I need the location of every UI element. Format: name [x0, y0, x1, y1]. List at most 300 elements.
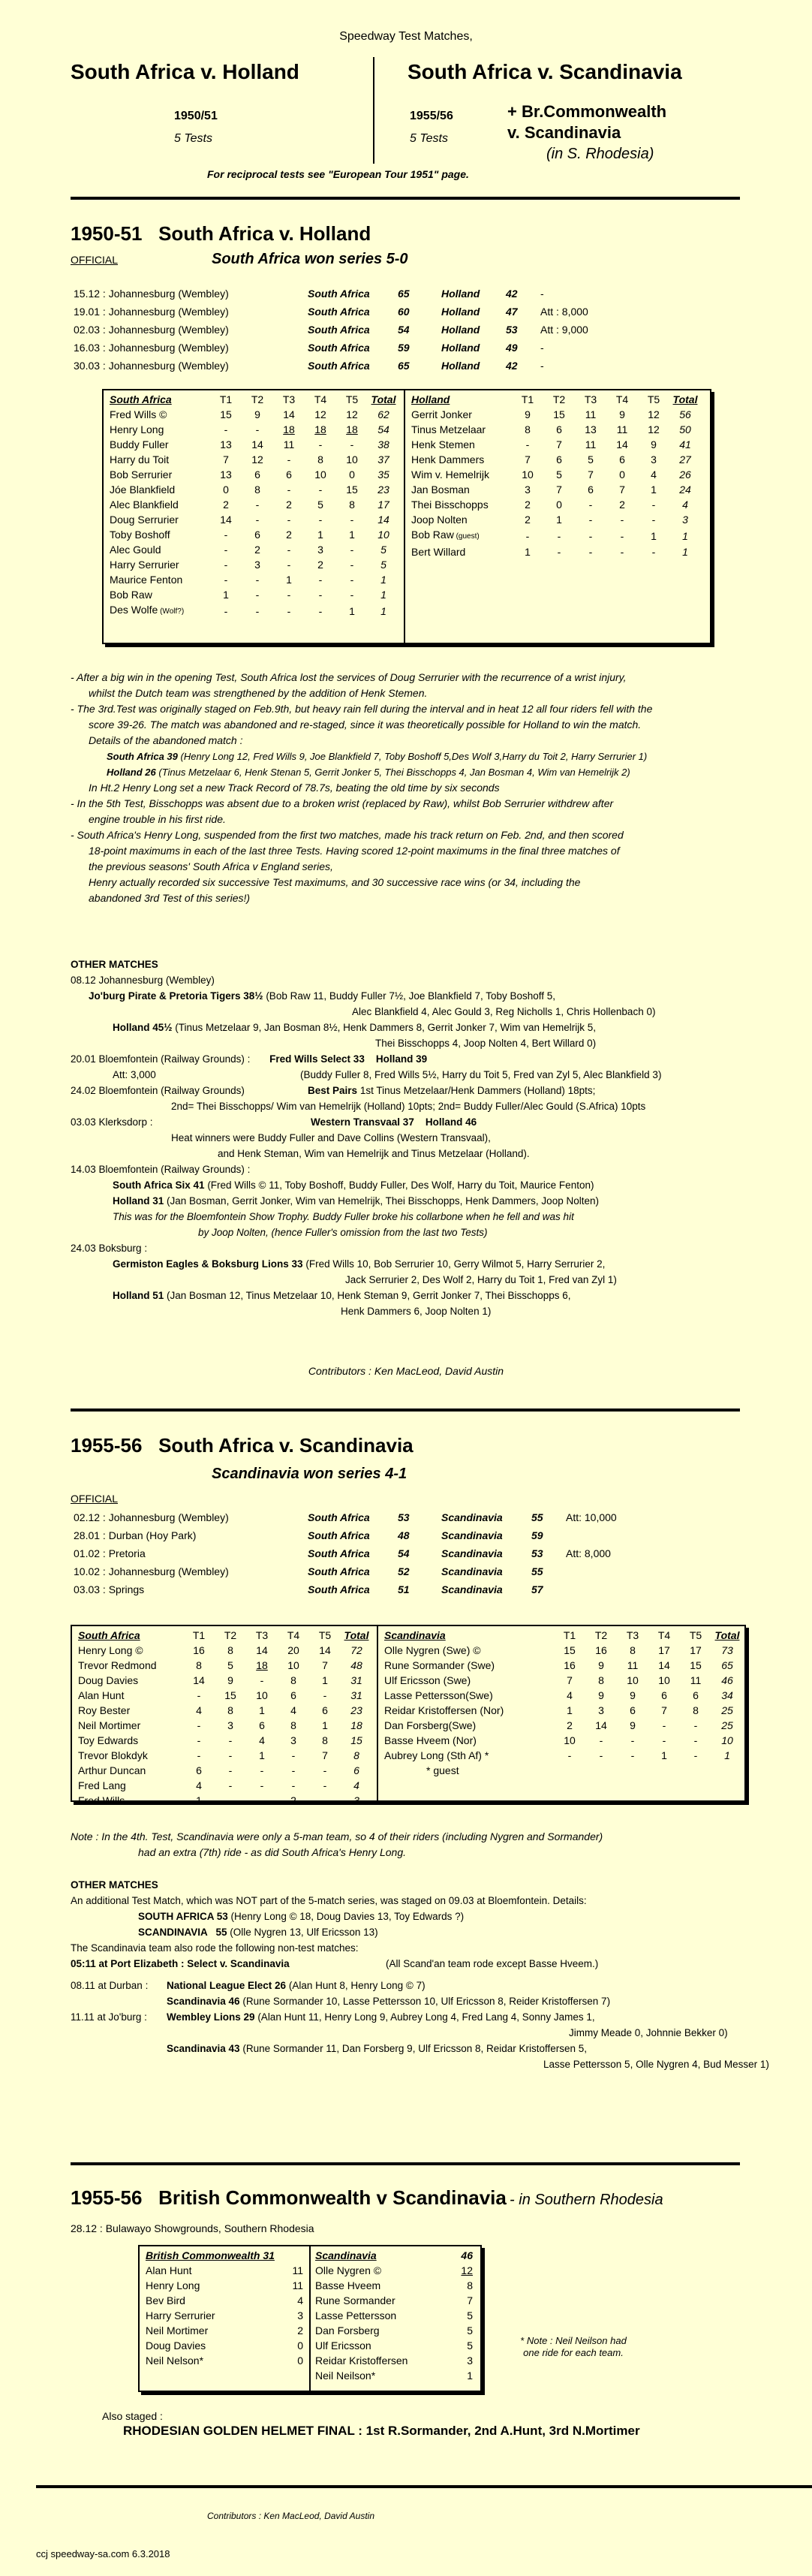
- heat-score: 6: [693, 1689, 699, 1701]
- rider-row: [312, 2278, 476, 2293]
- column-header: T2: [251, 393, 264, 405]
- heat-score: 9: [525, 408, 531, 420]
- rider-name: Des Wolfe (Wolf?): [110, 604, 185, 616]
- rider-row: [408, 497, 701, 512]
- left-tests: 5 Tests: [174, 132, 212, 145]
- heat-score: 8: [322, 1734, 328, 1746]
- heat-score: 12: [314, 408, 326, 420]
- heat-score: -: [224, 559, 228, 571]
- rider-row: [381, 1658, 743, 1673]
- note-team: Holland 26: [107, 767, 156, 778]
- heat-score: 6: [630, 1704, 636, 1716]
- other-line: An additional Test Match, which was NOT part of the 5-match series, was staged on 09.03 at Bloemfontein. Details:: [71, 1895, 587, 1906]
- note-line: score 39-26. The match was abandoned and re-staged, since it was theoretically possible for Holland to win the match.: [89, 719, 642, 731]
- rider-name: Tinus Metzelaar: [411, 423, 486, 435]
- match-score-away: 42: [506, 288, 518, 300]
- rider-total: 25: [721, 1719, 733, 1731]
- heat-score: -: [228, 1794, 233, 1806]
- rider-name: Wim v. Hemelrijk: [411, 469, 489, 481]
- heat-score: -: [260, 1779, 264, 1791]
- rider-total: 26: [679, 469, 691, 481]
- match-row: [71, 285, 591, 302]
- heat-score: -: [287, 544, 291, 556]
- match-score-home: 52: [398, 1565, 410, 1577]
- heat-score: 1: [349, 529, 355, 541]
- rider-row: [75, 1688, 372, 1703]
- heat-score: 10: [256, 1689, 268, 1701]
- other-line: (Tinus Metzelaar 9, Jan Bosman 8½, Henk Dammers 8, Gerrit Jonker 7, Wim van Hemelrijk 5,: [175, 1022, 596, 1033]
- rider-row: [143, 2308, 306, 2323]
- rider-name: Olle Nygren ©: [315, 2264, 382, 2276]
- left-title: South Africa v. Holland: [71, 60, 299, 83]
- rider-name: Doug Serrurier: [110, 514, 179, 526]
- heat-score: 3: [254, 559, 260, 571]
- note-line: - After a big win in the opening Test, South Africa lost the services of Doug Serrurier with the recurrence of a wrist injury,: [71, 671, 627, 683]
- other-line: Lasse Pettersson 5, Olle Nygren 4, Bud Messer 1): [543, 2059, 769, 2070]
- heat-score: 7: [567, 1674, 573, 1686]
- heat-score: 9: [630, 1719, 636, 1731]
- heat-score: 1: [196, 1794, 202, 1806]
- rider-name: Henry Long: [146, 2279, 200, 2291]
- rider-total: 1: [380, 574, 386, 586]
- rider-score: 4: [297, 2294, 303, 2306]
- rider-row: [381, 1703, 743, 1718]
- rider-name: Rune Sormander: [315, 2294, 395, 2306]
- other-line: Jimmy Meade 0, Johnnie Bekker 0): [569, 2027, 728, 2038]
- heat-score: 6: [290, 1689, 296, 1701]
- rider-name: Trevor Redmond: [78, 1659, 157, 1671]
- rider-row: [381, 1733, 743, 1748]
- heat-score: 11: [585, 438, 597, 450]
- other-line: Henk Dammers 6, Joop Nolten 1): [341, 1306, 492, 1317]
- heat-score: 6: [322, 1704, 328, 1716]
- rider-total: 35: [377, 469, 389, 481]
- rider-name: Toby Boshoff: [110, 529, 170, 541]
- rider-name: Alec Blankfield: [110, 499, 179, 511]
- heat-score: 13: [585, 423, 597, 435]
- heat-score: 15: [224, 1689, 236, 1701]
- rider-row: [107, 497, 399, 512]
- heat-score: 4: [196, 1704, 202, 1716]
- other-team: Holland 51: [113, 1290, 164, 1301]
- rider-row: [408, 512, 701, 527]
- heat-score: -: [291, 1749, 296, 1761]
- rider-total: 10: [721, 1734, 733, 1746]
- rider-total: 31: [350, 1689, 362, 1701]
- heat-score: 20: [287, 1644, 299, 1656]
- section1-other-matches: [71, 957, 806, 1319]
- match-attendance: -: [540, 342, 544, 354]
- rider-name: Maurice Fenton: [110, 574, 183, 586]
- match-score-home: 60: [398, 306, 410, 318]
- rider-row: [408, 437, 701, 452]
- rider-total: 48: [350, 1659, 362, 1671]
- heat-score: -: [620, 529, 624, 542]
- heat-score: -: [255, 423, 260, 435]
- rider-name: Reidar Kristoffersen (Nor): [384, 1704, 504, 1716]
- rider-row: [408, 544, 701, 559]
- heat-score: -: [255, 514, 260, 526]
- section1-official: OFFICIAL: [71, 254, 119, 266]
- rider-name: Dan Forsberg(Swe): [384, 1719, 477, 1731]
- heat-score: 0: [223, 484, 229, 496]
- golden-helmet-label: RHODESIAN GOLDEN HELMET FINAL :: [123, 2424, 362, 2438]
- section3-scorecard: [138, 2245, 482, 2392]
- section1-right-table: [408, 392, 701, 559]
- rider-total: 6: [353, 1764, 359, 1776]
- heat-score: 2: [286, 499, 292, 511]
- heat-score: -: [323, 1689, 327, 1701]
- section2-scorecard: [71, 1625, 746, 1806]
- heat-score: -: [318, 438, 323, 450]
- rider-row: [143, 2338, 306, 2353]
- other-line: (Buddy Fuller 8, Fred Wills 5½, Harry du Toit 5, Fred van Zyl 5, Alec Blankfield 3): [300, 1069, 662, 1080]
- heat-score: 7: [322, 1749, 328, 1761]
- rider-row: [107, 482, 399, 497]
- heat-score: 8: [227, 1704, 233, 1716]
- team-name: Scandinavia: [315, 2249, 377, 2261]
- rider-name: Ulf Ericsson (Swe): [384, 1674, 471, 1686]
- rider-name: Reidar Kristoffersen: [315, 2355, 408, 2367]
- score-header-row: [381, 1628, 743, 1643]
- other-line: (Rune Sormander 10, Lasse Pettersson 10, Ulf Ericsson 8, Reider Kristoffersen 7): [242, 1996, 611, 2007]
- heat-score: 6: [619, 453, 625, 465]
- heat-score: 9: [651, 438, 657, 450]
- team-name: Holland: [411, 393, 450, 405]
- match-team-away: Holland: [441, 306, 480, 318]
- golden-helmet: [123, 2424, 640, 2439]
- heat-score: 3: [651, 453, 657, 465]
- section1-scorecard: [102, 389, 711, 644]
- heat-score: 8: [254, 484, 260, 496]
- heat-score: 8: [227, 1644, 233, 1656]
- rider-name: Aubrey Long (Sth Af) *: [384, 1749, 489, 1761]
- heat-score: -: [255, 499, 260, 511]
- match-attendance: [563, 1581, 620, 1598]
- other-line: (Rune Sormander 11, Dan Forsberg 9, Ulf Ericsson 8, Reidar Kristoffersen 5,: [242, 2043, 588, 2054]
- heat-score: 10: [522, 469, 534, 481]
- heat-score: 8: [693, 1704, 699, 1716]
- rider-row: [75, 1748, 372, 1763]
- other-team: Western Transvaal 37 Holland 46: [311, 1116, 477, 1128]
- note-line: (Tinus Metzelaar 6, Henk Stenan 5, Gerrit Jonker 5, Thei Bisschopps 4, Jan Bosman 4, Wim van Hemelrijk 2): [158, 767, 630, 778]
- section1-contributors: Contributors : Ken MacLeod, David Austin: [308, 1365, 504, 1377]
- right-extra-3: (in S. Rhodesia): [546, 146, 654, 162]
- heat-score: -: [350, 438, 354, 450]
- heat-score: 15: [553, 408, 565, 420]
- heat-score: 17: [690, 1644, 702, 1656]
- rider-total: 18: [350, 1719, 362, 1731]
- column-header: T1: [521, 393, 534, 405]
- score-header-row: [408, 392, 701, 407]
- other-team: Holland 31: [113, 1195, 164, 1207]
- heat-score: 3: [525, 484, 531, 496]
- other-team: Scandinavia 46: [167, 1996, 240, 2007]
- heat-score: 7: [588, 469, 594, 481]
- heat-score: 10: [346, 453, 358, 465]
- rider-row: [75, 1673, 372, 1688]
- heat-score: 8: [630, 1644, 636, 1656]
- score-header-row: [107, 392, 399, 407]
- heat-score: 1: [223, 589, 229, 601]
- heat-score: 2: [525, 514, 531, 526]
- rider-name: Neil Neilson*: [315, 2370, 376, 2382]
- rider-name: Neil Mortimer: [146, 2324, 209, 2336]
- heat-score: 2: [317, 559, 323, 571]
- rider-row: [75, 1703, 372, 1718]
- heat-score: -: [255, 604, 260, 617]
- rider-row: [381, 1748, 743, 1763]
- rider-name: Lasse Pettersson: [315, 2309, 397, 2321]
- divider-4: [36, 2485, 812, 2488]
- heat-score: -: [630, 1749, 635, 1761]
- rider-score: 5: [467, 2324, 473, 2336]
- heat-score: 18: [346, 423, 358, 435]
- rider-name: Harry Serrurier: [146, 2309, 215, 2321]
- rider-total: 5: [380, 544, 386, 556]
- heat-score: 11: [627, 1659, 639, 1671]
- other-team: Germiston Eagles & Boksburg Lions 33: [113, 1258, 303, 1270]
- heat-score: 16: [595, 1644, 607, 1656]
- heat-score: 7: [556, 438, 562, 450]
- rider-total: 23: [377, 484, 389, 496]
- heat-score: 7: [619, 484, 625, 496]
- heat-score: 17: [658, 1644, 670, 1656]
- rider-name: Dan Forsberg: [315, 2324, 380, 2336]
- heat-score: -: [197, 1749, 201, 1761]
- heat-score: -: [599, 1749, 603, 1761]
- rider-total: 14: [377, 514, 389, 526]
- rider-name: Buddy Fuller: [110, 438, 169, 450]
- heat-score: 3: [290, 1734, 296, 1746]
- rider-row: [312, 2293, 476, 2308]
- heat-score: 12: [251, 453, 263, 465]
- heat-score: 4: [259, 1734, 265, 1746]
- heat-score: 11: [616, 423, 628, 435]
- match-attendance: Att: 10,000: [566, 1511, 617, 1523]
- heat-score: 8: [349, 499, 355, 511]
- heat-score: -: [287, 604, 291, 617]
- rider-total: 24: [679, 484, 691, 496]
- heat-score: -: [260, 1674, 264, 1686]
- heat-score: -: [620, 514, 624, 526]
- match-row: [71, 357, 591, 374]
- other-line: This was for the Bloemfontein Show Trophy. Buddy Fuller broke his collarbone when he fell and was hit: [113, 1211, 574, 1222]
- match-team-away: Scandinavia: [441, 1511, 503, 1523]
- match-score-home: 65: [398, 288, 410, 300]
- rider-score: 0: [297, 2355, 303, 2367]
- heat-score: 6: [196, 1764, 202, 1776]
- heat-score: 1: [259, 1704, 265, 1716]
- rider-note: (Wolf?): [158, 607, 185, 616]
- team-name: British Commonwealth 31: [146, 2249, 275, 2261]
- heat-score: 1: [661, 1749, 667, 1761]
- heat-score: 5: [317, 499, 323, 511]
- heat-score: 7: [661, 1704, 667, 1716]
- column-header: T2: [224, 1629, 237, 1641]
- heat-score: -: [291, 1764, 296, 1776]
- rider-total: 34: [721, 1689, 733, 1701]
- heat-score: 18: [314, 423, 326, 435]
- match-date: 30.03 : Johannesburg (Wembley): [74, 360, 229, 372]
- heat-score: 2: [286, 529, 292, 541]
- column-header: T5: [689, 1629, 702, 1641]
- column-header: T4: [314, 393, 327, 405]
- heat-score: 18: [256, 1659, 268, 1671]
- heat-score: 0: [619, 469, 625, 481]
- match-team-home: South Africa: [308, 1547, 370, 1559]
- rider-row: [107, 542, 399, 557]
- heat-score: -: [318, 484, 323, 496]
- rider-name: Basse Hveem: [315, 2279, 381, 2291]
- heat-score: 1: [286, 574, 292, 586]
- right-season: 1955/56: [410, 110, 453, 122]
- other-line: 03.03 Klerksdorp :: [71, 1116, 153, 1128]
- note-line: whilst the Dutch team was strengthened by the addition of Henk Stemen.: [89, 687, 428, 699]
- rider-name: Harry du Toit: [110, 453, 170, 465]
- rider-name: Olle Nygren (Swe) ©: [384, 1644, 481, 1656]
- rider-name: Alan Hunt: [146, 2264, 192, 2276]
- column-header: T3: [584, 393, 597, 405]
- other-line: (Jan Bosman, Gerrit Jonker, Wim van Hemelrijk, Thei Bisschopps, Henk Dammers, Joop Nolten): [167, 1195, 599, 1207]
- rider-score: 0: [297, 2339, 303, 2352]
- other-line: Thei Bisschopps 4, Joop Nolten 4, Bert Willard 0): [375, 1038, 597, 1049]
- divider-2: [71, 1409, 740, 1412]
- rider-name: Trevor Blokdyk: [78, 1749, 148, 1761]
- heat-score: 7: [525, 453, 531, 465]
- rider-row: [107, 437, 399, 452]
- other-line: Heat winners were Buddy Fuller and Dave Collins (Western Transvaal),: [171, 1132, 491, 1143]
- heat-score: 5: [588, 453, 594, 465]
- heat-score: 9: [227, 1674, 233, 1686]
- rider-name: Fred Wills: [78, 1794, 125, 1806]
- heat-score: -: [662, 1719, 666, 1731]
- rider-total: 56: [679, 408, 691, 420]
- heat-score: 8: [290, 1674, 296, 1686]
- match-team-home: South Africa: [308, 1511, 370, 1523]
- match-row: [71, 321, 591, 338]
- rider-total: 4: [353, 1779, 359, 1791]
- match-score-away: 53: [531, 1547, 543, 1559]
- rider-score: 1: [467, 2370, 473, 2382]
- match-score-away: 57: [531, 1583, 543, 1595]
- heat-score: -: [350, 574, 354, 586]
- match-team-away: Holland: [441, 342, 480, 354]
- heat-score: 8: [525, 423, 531, 435]
- right-title: South Africa v. Scandinavia: [408, 60, 682, 83]
- rider-total: 1: [682, 529, 688, 542]
- rider-total: 15: [350, 1734, 362, 1746]
- column-header: T4: [615, 393, 629, 405]
- heat-score: -: [287, 484, 291, 496]
- column-header: T5: [318, 1629, 332, 1641]
- match-row: [71, 1509, 620, 1526]
- match-score-away: 49: [506, 342, 518, 354]
- scorecard-divider: [309, 2246, 311, 2391]
- match-score-home: 54: [398, 1547, 410, 1559]
- heat-score: 4: [290, 1704, 296, 1716]
- heat-score: 8: [196, 1659, 202, 1671]
- heat-score: 15: [564, 1644, 576, 1656]
- column-header: Total: [672, 393, 698, 405]
- other-line: 1st Tinus Metzelaar/Henk Dammers (Holland) 18pts;: [359, 1085, 596, 1096]
- rider-score: 11: [292, 2279, 303, 2291]
- heat-score: -: [662, 1734, 666, 1746]
- match-date: 01.02 : Pretoria: [74, 1547, 146, 1559]
- match-team-away: Scandinavia: [441, 1529, 503, 1541]
- team-total: [288, 2248, 306, 2263]
- heat-score: -: [323, 1779, 327, 1791]
- heat-score: 10: [314, 469, 326, 481]
- header-divider: [373, 57, 374, 164]
- other-line: (Bob Raw 11, Buddy Fuller 7½, Joe Blankfield 7, Toby Boshoff 5,: [266, 990, 556, 1002]
- heat-score: 8: [317, 453, 323, 465]
- section2-title: 1955-56 South Africa v. Scandinavia: [71, 1434, 414, 1457]
- rider-name: Bev Bird: [146, 2294, 185, 2306]
- heat-score: 1: [651, 484, 657, 496]
- match-date: 16.03 : Johannesburg (Wembley): [74, 342, 229, 354]
- rider-row: [75, 1658, 372, 1673]
- column-header: T1: [563, 1629, 576, 1641]
- rider-score: 3: [467, 2355, 473, 2367]
- heat-score: 5: [556, 469, 562, 481]
- rider-total: 54: [377, 423, 389, 435]
- column-header: T1: [192, 1629, 206, 1641]
- rider-row: [143, 2263, 306, 2278]
- team-name: Scandinavia: [384, 1629, 446, 1641]
- right-extra-2: v. Scandinavia: [507, 123, 621, 142]
- rider-row: [312, 2323, 476, 2338]
- note-line: 18-point maximums in each of the last three Tests. Having scored 12-point maximums in the final three matches of: [89, 845, 620, 857]
- heat-score: -: [588, 514, 593, 526]
- heat-score: -: [224, 423, 228, 435]
- heat-score: 6: [254, 469, 260, 481]
- column-header: T5: [647, 393, 660, 405]
- heat-score: -: [525, 438, 530, 450]
- match-score-away: 53: [506, 324, 518, 336]
- heat-score: 11: [585, 408, 597, 420]
- divider-1: [71, 197, 740, 200]
- note-line: - In the 5th Test, Bisschopps was absent due to a broken wrist (replaced by Raw), whilst Bob Serrurier withdrew after: [71, 797, 614, 809]
- rider-name: Neil Mortimer: [78, 1719, 141, 1731]
- match-date: 15.12 : Johannesburg (Wembley): [74, 288, 229, 300]
- heat-score: -: [287, 589, 291, 601]
- rider-total: 5: [380, 559, 386, 571]
- other-team: SOUTH AFRICA 53: [138, 1911, 228, 1922]
- column-header: T3: [255, 1629, 269, 1641]
- rider-name: Harry Serrurier: [110, 559, 179, 571]
- rider-name: Fred Wills ©: [110, 408, 167, 420]
- match-team-away: Scandinavia: [441, 1565, 503, 1577]
- heat-score: -: [224, 604, 228, 617]
- match-score-home: 53: [398, 1511, 410, 1523]
- match-team-away: Scandinavia: [441, 1547, 503, 1559]
- footer-contributors: Contributors : Ken MacLeod, David Austin: [207, 2511, 375, 2521]
- rider-name: Toy Edwards: [78, 1734, 139, 1746]
- section3-left-table: [143, 2248, 306, 2368]
- heat-score: -: [197, 1734, 201, 1746]
- note-line: had an extra (7th) ride - as did South Africa's Henry Long.: [138, 1846, 407, 1858]
- section2-result: Scandinavia won series 4-1: [212, 1466, 408, 1482]
- section2-matches: [69, 1508, 621, 1599]
- rider-name: Rune Sormander (Swe): [384, 1659, 495, 1671]
- other-line: Alec Blankfield 4, Alec Gould 3, Reg Nicholls 1, Chris Hollenbach 0): [352, 1006, 656, 1017]
- heat-score: -: [287, 514, 291, 526]
- score-header-row: [75, 1628, 372, 1643]
- heat-score: 0: [349, 469, 355, 481]
- heat-score: -: [287, 453, 291, 465]
- heat-score: 6: [254, 529, 260, 541]
